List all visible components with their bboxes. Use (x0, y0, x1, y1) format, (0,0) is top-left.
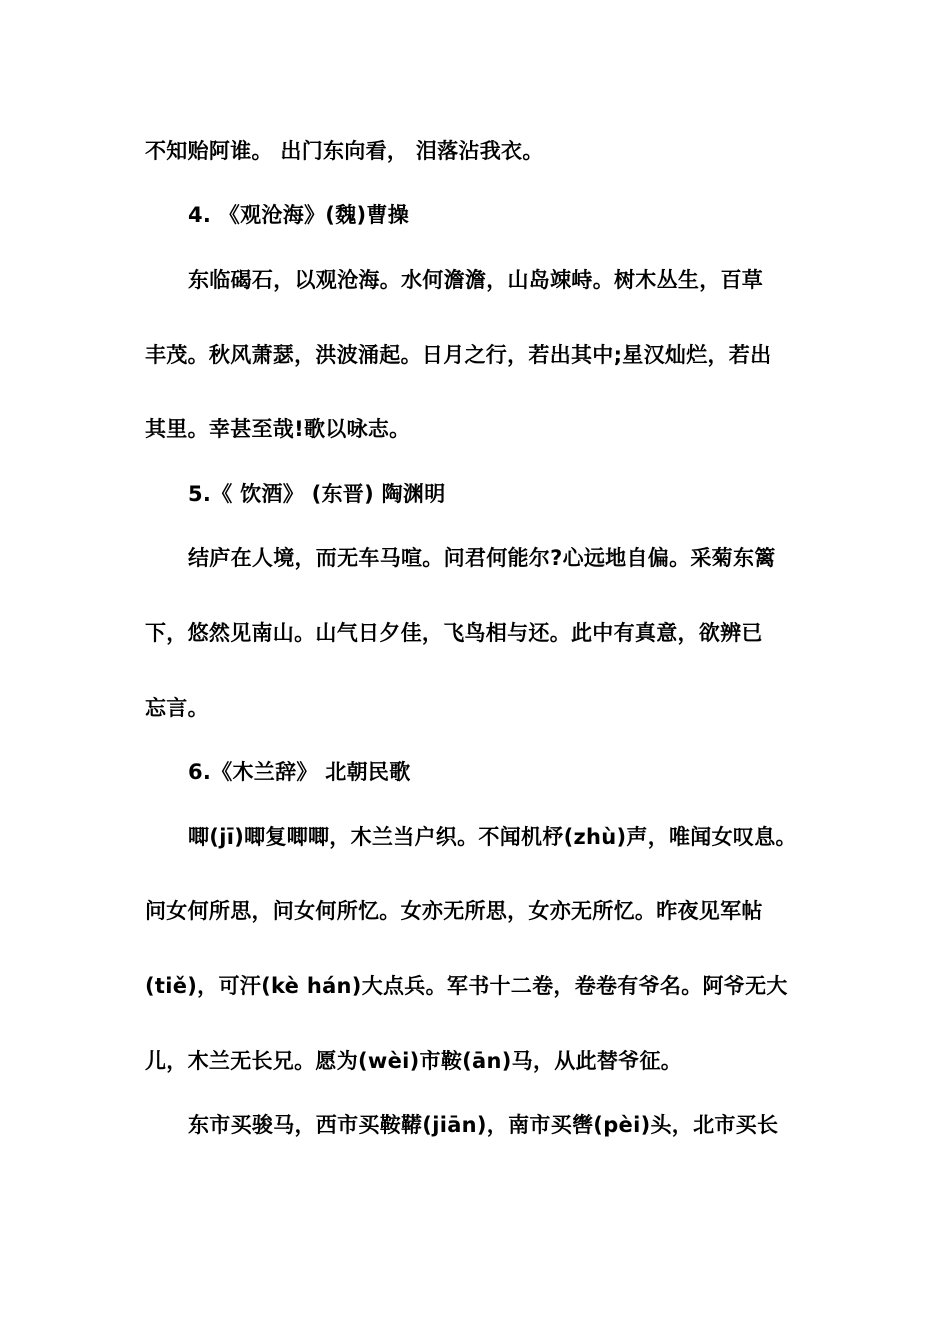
text-line: 结庐在人境，而无车马喧。问君何能尔?心远地自偏。采菊东篱 (188, 546, 776, 570)
poem-heading: 5.《 饮酒》 (东晋) 陶渊明 (188, 482, 446, 506)
text-line: 下，悠然见南山。山气日夕佳，飞鸟相与还。此中有真意，欲辨已 (145, 621, 763, 645)
text-line: 东市买骏马，西市买鞍鞯(jiān)，南市买辔(pèi)头，北市买长 (188, 1113, 779, 1137)
text-line: 东临碣石，以观沧海。水何澹澹，山岛竦峙。树木丛生，百草 (188, 268, 764, 292)
text-line: 其里。幸甚至哉!歌以咏志。 (145, 417, 411, 441)
text-line: (tiě)，可汗(kè hán)大点兵。军书十二卷，卷卷有爷名。阿爷无大 (145, 974, 788, 998)
text-line: 唧(jī)唧复唧唧，木兰当户织。不闻机杼(zhù)声，唯闻女叹息。 (188, 825, 797, 849)
text-line: 儿，木兰无长兄。愿为(wèi)市鞍(ān)马，从此替爷征。 (145, 1049, 683, 1073)
text-line: 忘言。 (145, 696, 209, 720)
text-line: 丰茂。秋风萧瑟，洪波涌起。日月之行，若出其中;星汉灿烂，若出 (145, 343, 772, 367)
text-line: 不知贻阿谁。 出门东向看， 泪落沾我衣。 (145, 139, 544, 163)
poem-heading: 4. 《观沧海》(魏)曹操 (188, 203, 409, 227)
text-line: 问女何所思，问女何所忆。女亦无所思，女亦无所忆。昨夜见军帖 (145, 899, 763, 923)
poem-heading: 6.《木兰辞》 北朝民歌 (188, 760, 411, 784)
